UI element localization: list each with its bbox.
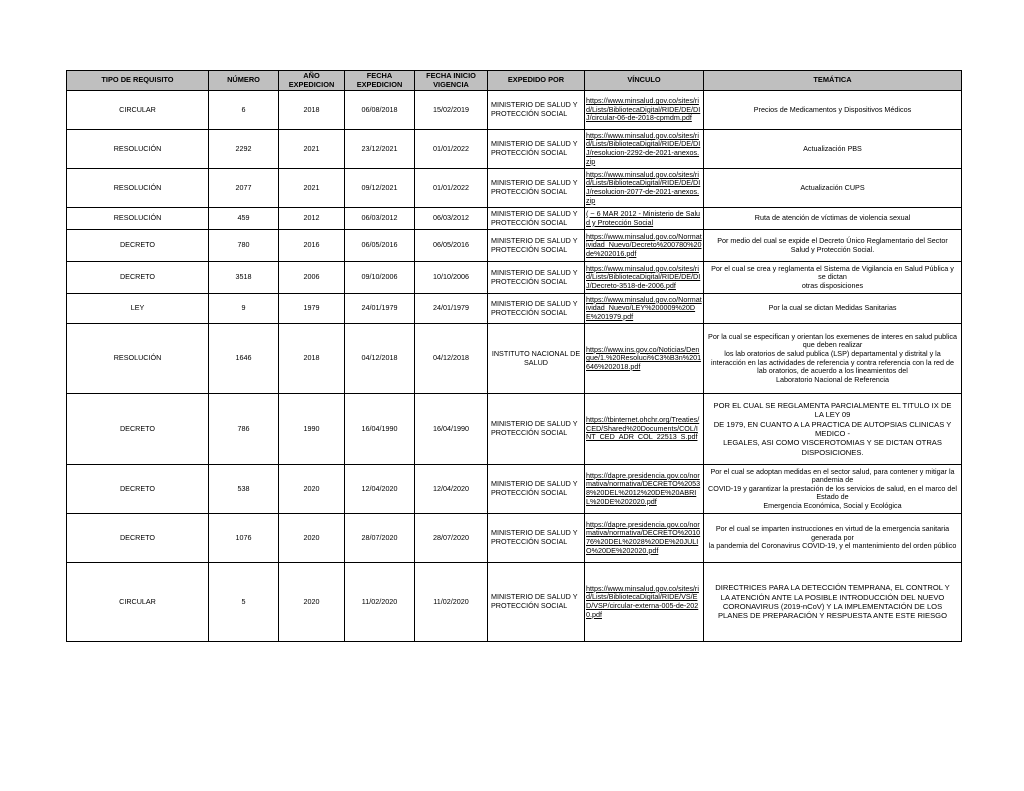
cell-tematica: Por el cual se crea y reglamenta el Sistema de Vigilancia en Salud Pública y se dictan otras disposiciones: [704, 262, 962, 294]
table-row: [67, 208, 962, 230]
cell-numero: 2077: [209, 169, 279, 208]
cell-vinculo: [585, 324, 704, 394]
table-row: [67, 91, 962, 130]
cell-fecha-expedicion: 28/07/2020: [345, 514, 415, 563]
cell-anio: 2012: [279, 208, 345, 230]
cell-expedido-por: MINISTERIO DE SALUD Y PROTECCIÓN SOCIAL: [488, 394, 585, 465]
cell-numero: 2292: [209, 130, 279, 169]
cell-vinculo: [585, 208, 704, 230]
cell-tipo: RESOLUCIÓN: [67, 130, 209, 169]
vinculo-link[interactable]: https://dapre.presidencia.gov.co/normativa/normativa/DECRETO%20538%20DEL%2012%20DE%20ABRIL%20DE%202020.pdf: [586, 470, 701, 506]
cell-vinculo: [585, 91, 704, 130]
vinculo-link[interactable]: https://www.minsalud.gov.co/Normatividad_Nuevo/LEY%200009%20DE%201979.pdf: [586, 294, 702, 321]
cell-expedido-por: MINISTERIO DE SALUD Y PROTECCIÓN SOCIAL: [488, 294, 585, 324]
cell-anio: 2016: [279, 230, 345, 262]
cell-numero: 6: [209, 91, 279, 130]
requirements-table: [66, 70, 962, 642]
cell-numero: 9: [209, 294, 279, 324]
cell-vinculo: [585, 294, 704, 324]
cell-vinculo: [585, 169, 704, 208]
cell-fecha-expedicion: 23/12/2021: [345, 130, 415, 169]
table-row: [67, 294, 962, 324]
cell-anio: 2021: [279, 169, 345, 208]
header-tematica: TEMÁTICA: [704, 71, 962, 91]
cell-fecha-vigencia: 11/02/2020: [415, 563, 488, 642]
cell-expedido-por: MINISTERIO DE SALUD Y PROTECCIÓN SOCIAL: [488, 91, 585, 130]
cell-fecha-vigencia: 06/03/2012: [415, 208, 488, 230]
cell-tematica: DIRECTRICES PARA LA DETECCIÓN TEMPRANA, EL CONTROL Y LA ATENCIÓN ANTE LA POSIBLE INTRODUCCIÓN DEL NUEVO CORONAVIRUS (2019-nCoV) Y LA IMPLEMENTACIÓN DE LOS PLANES DE PREPARACIÓN Y RESPUESTA ANTE ESTE RIESGO: [704, 563, 962, 642]
cell-tematica: POR EL CUAL SE REGLAMENTA PARCIALMENTE EL TITULO IX DE LA LEY 09 DE 1979, EN CUANTO A LA PRACTICA DE AUTOPSIAS CLINICAS Y MEDICO - LEGALES, ASI COMO VISCEROTOMIAS Y SE DICTAN OTRAS DISPOSICIONES.: [704, 394, 962, 465]
cell-fecha-expedicion: 09/12/2021: [345, 169, 415, 208]
cell-numero: 1076: [209, 514, 279, 563]
cell-numero: 780: [209, 230, 279, 262]
cell-anio: 2018: [279, 324, 345, 394]
cell-anio: 2020: [279, 563, 345, 642]
cell-tematica: Actualización PBS: [704, 130, 962, 169]
cell-tematica: Ruta de atención de víctimas de violencia sexual: [704, 208, 962, 230]
table-row: [67, 169, 962, 208]
cell-expedido-por: INSTITUTO NACIONAL DE SALUD: [488, 324, 585, 394]
cell-anio: 2018: [279, 91, 345, 130]
cell-fecha-vigencia: 01/01/2022: [415, 169, 488, 208]
cell-tematica: Por la cual se especifican y orientan los exemenes de interes en salud publica que deben realizar los lab oratorios de salud publica (LSP) departamental y distrital y la interacción en las actividades de referencia y contra referencia con la red de lab oratorios, de acuerdo a los lineamientos del Laboratorio Nacional de Referencia: [704, 324, 962, 394]
cell-tematica: Por medio del cual se expide el Decreto Único Reglamentario del Sector Salud y Protección Social.: [704, 230, 962, 262]
cell-numero: 3518: [209, 262, 279, 294]
cell-tematica: Por la cual se dictan Medidas Sanitarias: [704, 294, 962, 324]
cell-fecha-expedicion: 24/01/1979: [345, 294, 415, 324]
cell-fecha-vigencia: 04/12/2018: [415, 324, 488, 394]
cell-vinculo: [585, 465, 704, 514]
vinculo-link[interactable]: https://www.minsalud.gov.co/sites/rid/Lists/BibliotecaDigital/RIDE/VS/ED/VSP/circular-externa-005-de-2020.pdf: [586, 583, 699, 619]
cell-numero: 5: [209, 563, 279, 642]
cell-numero: 459: [209, 208, 279, 230]
cell-fecha-expedicion: 06/08/2018: [345, 91, 415, 130]
cell-tipo: DECRETO: [67, 465, 209, 514]
cell-tipo: RESOLUCIÓN: [67, 324, 209, 394]
cell-expedido-por: MINISTERIO DE SALUD Y PROTECCIÓN SOCIAL: [488, 465, 585, 514]
cell-fecha-expedicion: 06/05/2016: [345, 230, 415, 262]
cell-expedido-por: MINISTERIO DE SALUD Y PROTECCIÓN SOCIAL: [488, 514, 585, 563]
table-row: [67, 514, 962, 563]
header-row: [67, 71, 962, 91]
cell-fecha-expedicion: 06/03/2012: [345, 208, 415, 230]
vinculo-link[interactable]: https://www.minsalud.gov.co/sites/rid/Lists/BibliotecaDigital/RIDE/DE/DIJ/resolucion-2077-de-2021-anexos.zip: [586, 169, 701, 205]
cell-anio: 2020: [279, 514, 345, 563]
cell-anio: 2020: [279, 465, 345, 514]
cell-tematica: Actualización CUPS: [704, 169, 962, 208]
cell-numero: 786: [209, 394, 279, 465]
vinculo-link[interactable]: https://www.minsalud.gov.co/sites/rid/Lists/BibliotecaDigital/RIDE/DE/DIJ/circular-06-de-2018-cpmdm.pdf: [586, 96, 701, 123]
table-row: [67, 130, 962, 169]
vinculo-link[interactable]: ( ~ 6 MAR 2012 - Ministerio de Salud y Protección Social: [586, 208, 701, 227]
cell-expedido-por: MINISTERIO DE SALUD Y PROTECCIÓN SOCIAL: [488, 208, 585, 230]
header-expedido-por: EXPEDIDO POR: [488, 71, 585, 91]
cell-fecha-vigencia: 12/04/2020: [415, 465, 488, 514]
table-row: [67, 230, 962, 262]
header-tipo: TIPO DE REQUISITO: [67, 71, 209, 91]
table-row: [67, 465, 962, 514]
cell-fecha-vigencia: 15/02/2019: [415, 91, 488, 130]
cell-tipo: RESOLUCIÓN: [67, 208, 209, 230]
cell-expedido-por: MINISTERIO DE SALUD Y PROTECCIÓN SOCIAL: [488, 230, 585, 262]
header-vinculo: VÍNCULO: [585, 71, 704, 91]
cell-numero: 538: [209, 465, 279, 514]
cell-expedido-por: MINISTERIO DE SALUD Y PROTECCIÓN SOCIAL: [488, 563, 585, 642]
table-row: [67, 324, 962, 394]
cell-tipo: CIRCULAR: [67, 563, 209, 642]
cell-tipo: LEY: [67, 294, 209, 324]
cell-fecha-expedicion: 12/04/2020: [345, 465, 415, 514]
vinculo-link[interactable]: https://www.minsalud.gov.co/Normatividad_Nuevo/Decreto%200780%20de%202016.pdf: [586, 231, 702, 258]
table-row: [67, 394, 962, 465]
vinculo-link[interactable]: https://www.ins.gov.co/Noticias/Dengue/1.%20Resoluci%C3%B3n%201646%202018.pdf: [586, 344, 702, 371]
table-row: [67, 262, 962, 294]
cell-vinculo: [585, 563, 704, 642]
cell-fecha-vigencia: 16/04/1990: [415, 394, 488, 465]
cell-fecha-expedicion: 09/10/2006: [345, 262, 415, 294]
cell-tematica: Precios de Medicamentos y Dispositivos Médicos: [704, 91, 962, 130]
header-fecha-expedicion: FECHA EXPEDICION: [345, 71, 415, 91]
vinculo-link[interactable]: https://tbinternet.ohchr.org/Treaties/CED/Shared%20Documents/COL/INT_CED_ADR_COL_22513_S.pdf: [586, 415, 700, 442]
cell-fecha-vigencia: 10/10/2006: [415, 262, 488, 294]
vinculo-link[interactable]: https://www.minsalud.gov.co/sites/rid/Lists/BibliotecaDigital/RIDE/DE/DIJ/resolucion-2292-de-2021-anexos.zip: [586, 130, 701, 166]
vinculo-link[interactable]: https://www.minsalud.gov.co/sites/rid/Lists/BibliotecaDigital/RIDE/DE/DIJ/Decreto-3518-de-2006.pdf: [586, 263, 701, 290]
table-row: [67, 563, 962, 642]
cell-fecha-vigencia: 06/05/2016: [415, 230, 488, 262]
cell-anio: 1990: [279, 394, 345, 465]
header-fecha-vigencia: FECHA INICIO VIGENCIA: [415, 71, 488, 91]
cell-numero: 1646: [209, 324, 279, 394]
cell-fecha-vigencia: 28/07/2020: [415, 514, 488, 563]
cell-tipo: DECRETO: [67, 230, 209, 262]
header-numero: NÚMERO: [209, 71, 279, 91]
cell-fecha-vigencia: 24/01/1979: [415, 294, 488, 324]
cell-tipo: CIRCULAR: [67, 91, 209, 130]
cell-anio: 1979: [279, 294, 345, 324]
cell-fecha-expedicion: 11/02/2020: [345, 563, 415, 642]
cell-vinculo: [585, 514, 704, 563]
cell-vinculo: [585, 262, 704, 294]
cell-tipo: DECRETO: [67, 262, 209, 294]
cell-tipo: RESOLUCIÓN: [67, 169, 209, 208]
cell-vinculo: [585, 130, 704, 169]
cell-tipo: DECRETO: [67, 394, 209, 465]
cell-anio: 2021: [279, 130, 345, 169]
cell-vinculo: [585, 230, 704, 262]
vinculo-link[interactable]: https://dapre.presidencia.gov.co/normativa/normativa/DECRETO%201076%20DEL%2028%20DE%20JULIO%20DE%202020.pdf: [586, 519, 701, 555]
cell-expedido-por: MINISTERIO DE SALUD Y PROTECCIÓN SOCIAL: [488, 130, 585, 169]
cell-anio: 2006: [279, 262, 345, 294]
cell-expedido-por: MINISTERIO DE SALUD Y PROTECCIÓN SOCIAL: [488, 262, 585, 294]
cell-fecha-vigencia: 01/01/2022: [415, 130, 488, 169]
cell-expedido-por: MINISTERIO DE SALUD Y PROTECCIÓN SOCIAL: [488, 169, 585, 208]
cell-vinculo: [585, 394, 704, 465]
cell-tematica: Por el cual se imparten instrucciones en virtud de la emergencia sanitaria generada por la pandemia del Coronavirus COVID-19, y el mantenimiento del orden público: [704, 514, 962, 563]
header-anio: AÑO EXPEDICION: [279, 71, 345, 91]
cell-fecha-expedicion: 16/04/1990: [345, 394, 415, 465]
cell-tematica: Por el cual se adoptan medidas en el sector salud, para contener y mitigar la pandemia de COVID-19 y garantizar la prestación de los servicios de salud, en el marco del Estado de Emergencia Económica, Social y Ecológica: [704, 465, 962, 514]
cell-fecha-expedicion: 04/12/2018: [345, 324, 415, 394]
cell-tipo: DECRETO: [67, 514, 209, 563]
